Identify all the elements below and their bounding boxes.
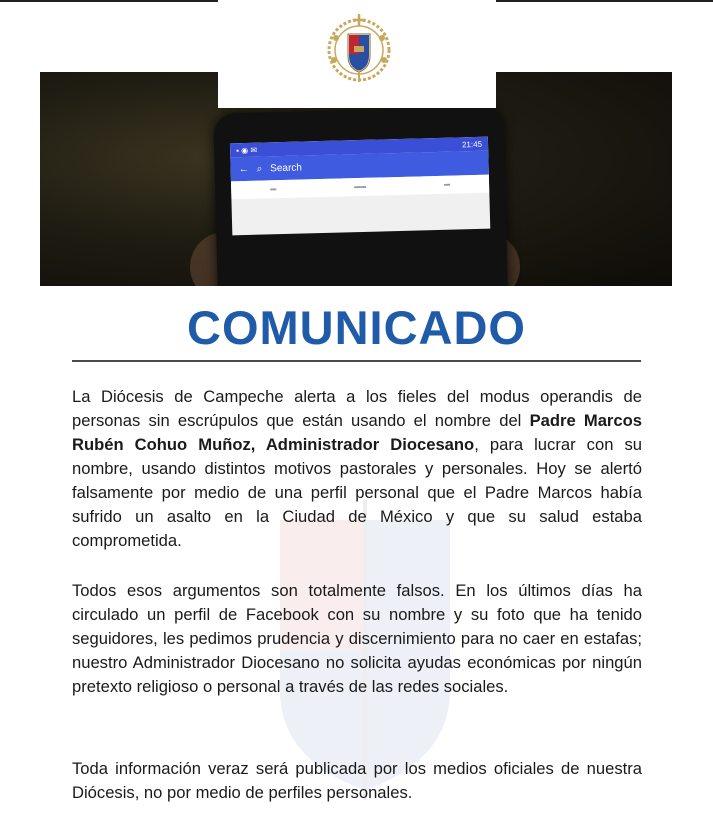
phone-tab-1: ▬ xyxy=(270,186,277,193)
phone-search-label: Search xyxy=(270,162,303,174)
paragraph-1-bold: Padre Marcos Rubén Cohuo Muñoz, Administrador Diocesano xyxy=(72,411,642,454)
status-icons-left: ▪ ◉ ✉ xyxy=(236,145,258,155)
paragraph-1 xyxy=(72,385,642,553)
smartphone xyxy=(213,106,509,286)
back-arrow-icon: ← xyxy=(238,163,249,175)
title-divider xyxy=(72,360,641,362)
paragraph-1-text-end: , para lucrar con su nombre, usando distintos motivos pastorales y personales. Hoy se alertó falsamente por medio de una perfil personal que el Padre Marcos había sufrido un asalto en la Ciudad de México y que su salud estaba comprometida. xyxy=(72,435,642,550)
diocese-crest-icon xyxy=(318,8,400,88)
logo-panel xyxy=(218,0,496,108)
paragraph-1-text: La Diócesis de Campeche alerta a los fieles del modus operandis de personas sin escrúpulos que están usando el nombre del xyxy=(72,387,642,430)
page-title: COMUNICADO xyxy=(187,301,526,354)
paragraph-2: Todos esos argumentos son totalmente falsos. En los últimos días ha circulado un perfil de Facebook con su nombre y su foto que ha tenido seguidores, les pedimos prudencia y discernimiento para no caer en estafas; nuestro Administrador Diocesano no solicita ayudas económicas por ningún pretexto religioso o personal a través de las redes sociales. xyxy=(72,581,642,696)
phone-screen xyxy=(230,137,490,236)
phone-tab-2: ▬▬ xyxy=(354,183,367,191)
paragraph-3: Toda información veraz será publicada por los medios oficiales de nuestra Diócesis, no por medio de perfiles personales. xyxy=(72,759,642,802)
phone-tab-3: ▬ xyxy=(444,181,451,188)
search-icon: ⌕ xyxy=(256,163,263,175)
phone-time: 21:45 xyxy=(461,139,483,149)
